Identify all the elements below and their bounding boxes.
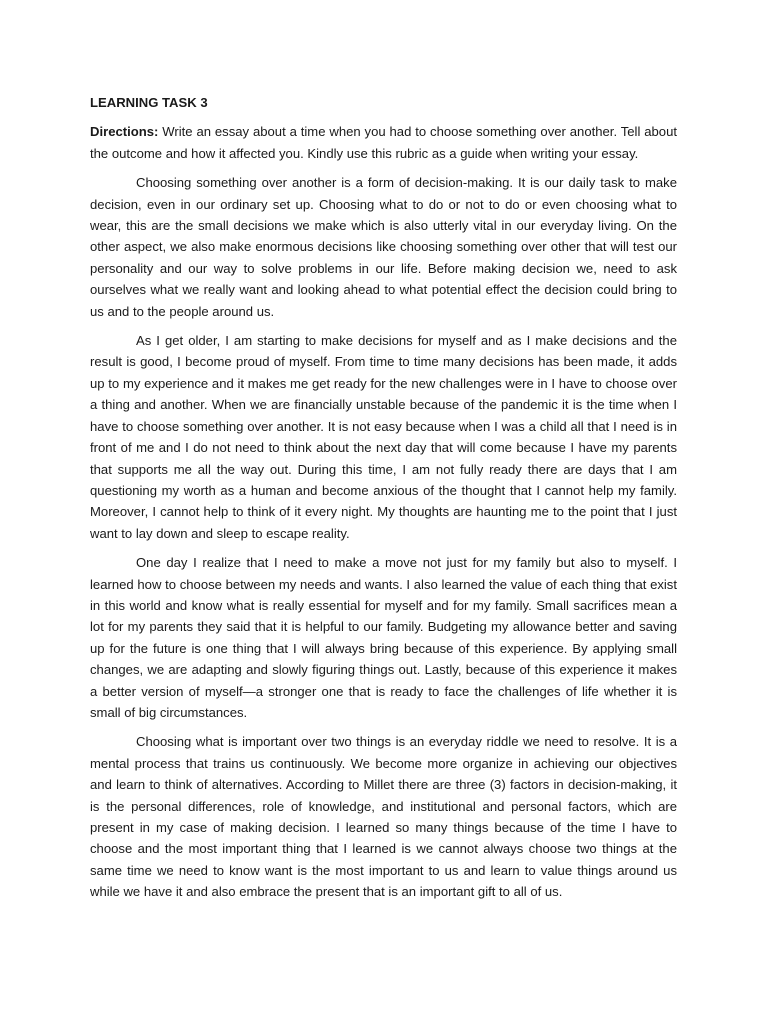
- directions-label: Directions:: [90, 124, 159, 140]
- essay-paragraph-1: Choosing something over another is a form of decision-making. It is our daily task to make decision, even in our ordinary set up. Choosing what to do or not to do or even choosing what to wear, this are the small decisions we make which is also utterly vital in our everyday living. On the other aspect, we also make enormous decisions like choosing something over other that will test our personality and our way to solve problems in our life. Before making decision we, need to ask ourselves what we really want and looking ahead to what potential effect the decision could bring to us and to the people around us.: [90, 175, 677, 319]
- essay-paragraph-3: One day I realize that I need to make a move not just for my family but also to myself. I learned how to choose between my needs and wants. I also learned the value of each thing that exist in this world and know what is really essential for myself and for my family. Small sacrifices mean a lot for my parents they said that it is helpful to our family. Budgeting my allowance better and saving up for the future is one thing that I will always bring because of this experience. By applying small changes, we are adapting and slowly figuring things out. Lastly, because of this experience it makes a better version of myself—a stronger one that is ready to face the challenges of life whether it is small of big circumstances.: [90, 555, 677, 720]
- essay-paragraph-2: As I get older, I am starting to make decisions for myself and as I make decisions and the result is good, I become proud of myself. From time to time many decisions has been made, it adds up to my experience and it makes me get ready for the new challenges were in I have to choose over a thing and another. When we are financially unstable because of the pandemic it is the time when I have to choose something over another. It is not easy because when I was a child all that I need is in front of me and I do not need to think about the next day that will come because I have my parents that supports me all the way out. During this time, I am not fully ready there are days that I am questioning my worth as a human and become anxious of the thought that I cannot help my family. Moreover, I cannot help to think of it every night. My thoughts are haunting me to the point that I just want to lay down and sleep to escape reality.: [90, 333, 677, 541]
- essay-paragraph-4: Choosing what is important over two things is an everyday riddle we need to resolve. It is a mental process that trains us continuously. We become more organize in achieving our objectives and learn to think of alternatives. According to Millet there are three (3) factors in decision-making, it is the personal differences, role of knowledge, and institutional and personal factors, which are present in my case of making decision. I learned so many things because of the time I have to choose and the most important thing that I learned is we cannot always choose two things at the same time we need to know want is the most important to us and learn to value things around us while we have it and also embrace the present that is an important gift to all of us.: [90, 734, 677, 900]
- document-page: [90, 92, 677, 911]
- directions-text: Write an essay about a time when you had to choose something over another. Tell about the outcome and how it affected you. Kindly use this rubric as a guide when writing your essay.: [90, 124, 677, 161]
- directions: [90, 121, 677, 164]
- document-title: LEARNING TASK 3: [90, 95, 208, 110]
